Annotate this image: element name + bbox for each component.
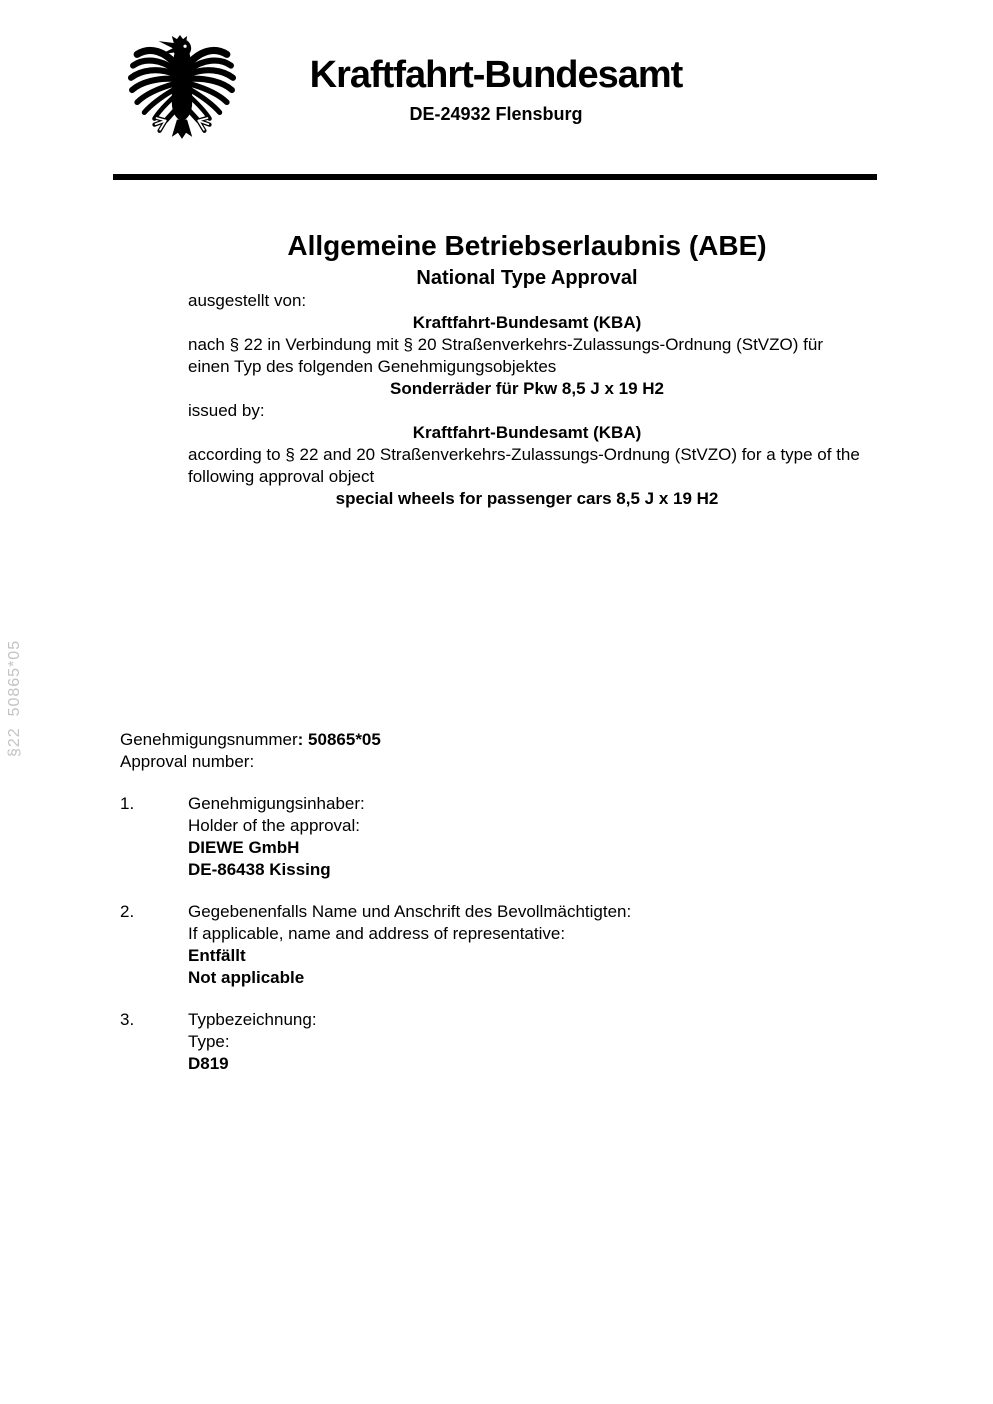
item-representative: [120, 901, 880, 989]
item-content: [188, 901, 631, 989]
item-label-de: Typbezeichnung:: [188, 1010, 317, 1029]
item-value: Entfällt: [188, 946, 246, 965]
agency-location: DE-24932 Flensburg: [409, 103, 583, 124]
item-number: 3.: [120, 1010, 135, 1029]
approval-object-en: special wheels for passenger cars 8,5 J x 19 H2: [335, 489, 719, 508]
issued-by-label-de: ausgestellt von:: [188, 291, 307, 310]
issuer-en: Kraftfahrt-Bundesamt (KBA): [412, 423, 642, 442]
header-divider: [113, 174, 877, 180]
document-title-en: National Type Approval: [416, 267, 638, 289]
item-label-de: Gegebenenfalls Name und Anschrift des Bevollmächtigten:: [188, 902, 632, 921]
item-value: D819: [188, 1054, 229, 1073]
margin-reference-text: §22 50865*05: [6, 639, 23, 757]
item-list: [120, 793, 880, 1095]
approval-number-line: [120, 729, 381, 751]
approval-number-block: [120, 729, 381, 773]
item-label-en: Holder of the approval:: [188, 816, 360, 835]
item-number: 1.: [120, 794, 135, 813]
agency-name: Kraftfahrt-Bundesamt: [309, 54, 683, 96]
approval-number-label-en: Approval number:: [120, 752, 255, 771]
item-number: 2.: [120, 902, 135, 921]
item-type: [120, 1009, 880, 1075]
legal-basis-en: according to § 22 and 20 Straßenverkehrs-Zulassungs-Ordnung (StVZO) for a type of the following approval object: [188, 445, 860, 486]
item-label-en: If applicable, name and address of representative:: [188, 924, 566, 943]
document-body: [188, 230, 866, 510]
legal-basis-de: nach § 22 in Verbindung mit § 20 Straßenverkehrs-Zulassungs-Ordnung (StVZO) für einen Typ des folgenden Genehmigungsobjektes: [188, 335, 823, 376]
item-value: Not applicable: [188, 968, 305, 987]
document-title-de: Allgemeine Betriebserlaubnis (ABE): [287, 230, 767, 261]
approval-number-label-de: Genehmigungsnummer: [120, 730, 298, 749]
issued-by-label-en: issued by:: [188, 401, 265, 420]
issuer-de: Kraftfahrt-Bundesamt (KBA): [412, 313, 642, 332]
item-content: [188, 1009, 317, 1075]
agency-header: [286, 56, 706, 125]
approval-number-value: : 50865*05: [297, 730, 381, 749]
item-label-en: Type:: [188, 1032, 230, 1051]
item-content: [188, 793, 365, 881]
item-holder: [120, 793, 880, 881]
item-label-de: Genehmigungsinhaber:: [188, 794, 365, 813]
bundesadler-eagle-icon: [128, 35, 236, 143]
item-value: DIEWE GmbH: [188, 838, 300, 857]
approval-object-de: Sonderräder für Pkw 8,5 J x 19 H2: [389, 379, 664, 398]
item-value: DE-86438 Kissing: [188, 860, 331, 879]
